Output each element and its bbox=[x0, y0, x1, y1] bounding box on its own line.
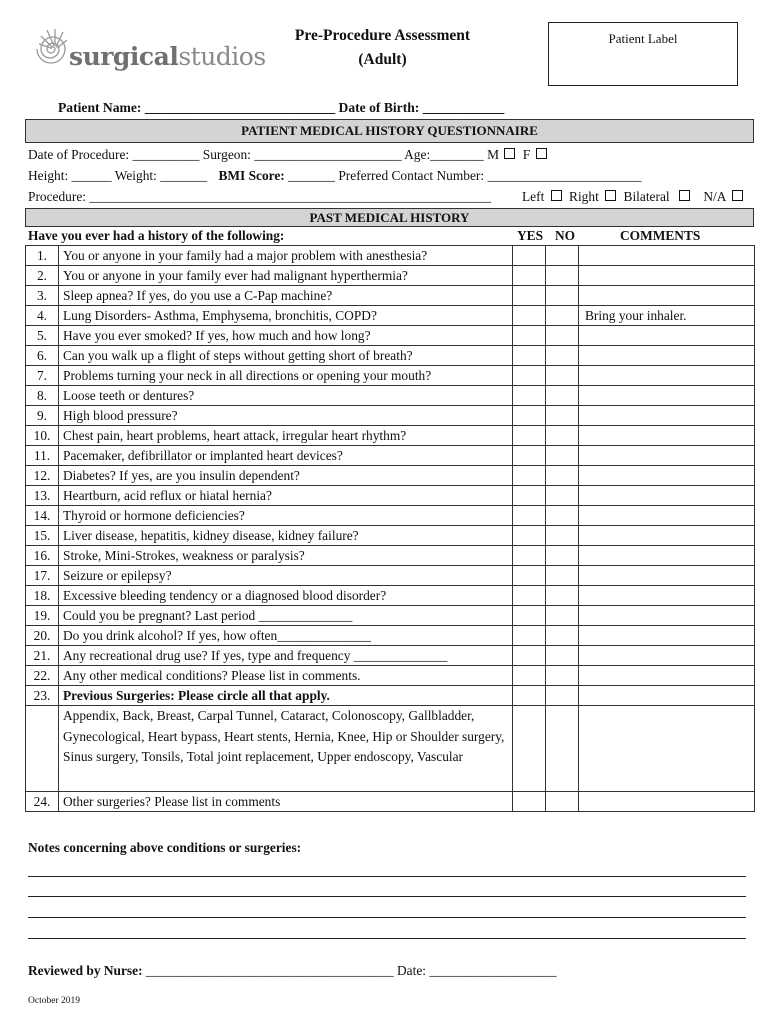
question-text: Sleep apnea? If yes, do you use a C-Pap machine? bbox=[59, 286, 513, 306]
left-label: Left bbox=[522, 189, 545, 204]
comment-cell[interactable] bbox=[579, 366, 755, 386]
question-text: Problems turning your neck in all directions or opening your mouth? bbox=[59, 366, 513, 386]
question-number: 10. bbox=[26, 426, 59, 446]
yes-answer-cell[interactable] bbox=[513, 606, 546, 626]
patient-name-dob-line[interactable]: Patient Name: ____________________________ Date of Birth: ____________ bbox=[58, 100, 505, 115]
question-number: 1. bbox=[26, 246, 59, 266]
no-answer-cell[interactable] bbox=[546, 506, 579, 526]
yes-answer-cell[interactable] bbox=[513, 686, 546, 706]
procedure-date-surgeon-age[interactable]: Date of Procedure: __________ Surgeon: ______________________ Age:________ M bbox=[28, 147, 499, 162]
procedure-info-line bbox=[28, 147, 547, 163]
surgical-studios-logo bbox=[35, 22, 266, 78]
question-text: Heartburn, acid reflux or hiatal hernia? bbox=[59, 486, 513, 506]
date-label: Date: bbox=[397, 963, 426, 978]
comment-cell[interactable] bbox=[579, 486, 755, 506]
yes-answer-cell[interactable] bbox=[513, 446, 546, 466]
question-number: 3. bbox=[26, 286, 59, 306]
notes-line-4[interactable] bbox=[28, 938, 746, 939]
question-text: You or anyone in your family had a major problem with anesthesia? bbox=[59, 246, 513, 266]
no-answer-cell[interactable] bbox=[546, 366, 579, 386]
comment-cell[interactable] bbox=[579, 646, 755, 666]
question-row bbox=[26, 486, 755, 506]
patient-label-box[interactable] bbox=[548, 22, 738, 86]
female-label: F bbox=[522, 147, 531, 162]
na-label: N/A bbox=[703, 189, 726, 204]
table-prompt: Have you ever had a history of the following: bbox=[28, 228, 285, 243]
yes-answer-cell[interactable] bbox=[513, 792, 546, 812]
comment-cell[interactable] bbox=[579, 586, 755, 606]
question-number: 23. bbox=[26, 686, 59, 706]
question-text: Excessive bleeding tendency or a diagnosed blood disorder? bbox=[59, 586, 513, 606]
female-checkbox[interactable] bbox=[536, 148, 547, 159]
yes-answer-cell[interactable] bbox=[513, 386, 546, 406]
no-answer-cell[interactable] bbox=[546, 666, 579, 686]
question-text: Liver disease, hepatitis, kidney disease, kidney failure? bbox=[59, 526, 513, 546]
question-text: You or anyone in your family ever had malignant hyperthermia? bbox=[59, 266, 513, 286]
question-row bbox=[26, 666, 755, 686]
comment-cell[interactable] bbox=[579, 792, 755, 812]
question-number: 16. bbox=[26, 546, 59, 566]
comment-cell[interactable] bbox=[579, 446, 755, 466]
comment-cell[interactable] bbox=[579, 686, 755, 706]
date-field[interactable]: ___________________ bbox=[429, 963, 557, 978]
question-row bbox=[26, 466, 755, 486]
comment-cell[interactable] bbox=[579, 526, 755, 546]
bilateral-checkbox[interactable] bbox=[679, 190, 690, 201]
yes-answer-cell[interactable] bbox=[513, 246, 546, 266]
yes-answer-cell[interactable] bbox=[513, 366, 546, 386]
past-medical-history-header: PAST MEDICAL HISTORY bbox=[25, 208, 754, 227]
question-row bbox=[26, 266, 755, 286]
yes-answer-cell[interactable] bbox=[513, 326, 546, 346]
no-answer-cell[interactable] bbox=[546, 266, 579, 286]
revision-date: October 2019 bbox=[28, 996, 80, 1006]
comment-cell[interactable] bbox=[579, 706, 755, 792]
yes-answer-cell[interactable] bbox=[513, 426, 546, 446]
right-checkbox[interactable] bbox=[605, 190, 616, 201]
question-number: 2. bbox=[26, 266, 59, 286]
question-number: 6. bbox=[26, 346, 59, 366]
question-row bbox=[26, 526, 755, 546]
yes-answer-cell[interactable] bbox=[513, 506, 546, 526]
male-checkbox[interactable] bbox=[504, 148, 515, 159]
question-number: 24. bbox=[26, 792, 59, 812]
question-row bbox=[26, 406, 755, 426]
comment-cell[interactable] bbox=[579, 626, 755, 646]
question-number: 9. bbox=[26, 406, 59, 426]
question-row bbox=[26, 586, 755, 606]
logo-text-bold: surgical bbox=[69, 42, 179, 71]
yes-answer-cell[interactable] bbox=[513, 566, 546, 586]
bilateral-label: Bilateral bbox=[623, 189, 670, 204]
yes-answer-cell[interactable] bbox=[513, 346, 546, 366]
question-text: High blood pressure? bbox=[59, 406, 513, 426]
question-text: Do you drink alcohol? If yes, how often______________ bbox=[59, 626, 513, 646]
question-row bbox=[26, 606, 755, 626]
right-label: Right bbox=[569, 189, 599, 204]
reviewed-by-label: Reviewed by Nurse: bbox=[28, 963, 143, 978]
comment-cell[interactable] bbox=[579, 386, 755, 406]
no-answer-cell[interactable] bbox=[546, 406, 579, 426]
question-number: 4. bbox=[26, 306, 59, 326]
comments-column-header: COMMENTS bbox=[620, 228, 701, 243]
no-answer-cell[interactable] bbox=[546, 686, 579, 706]
question-number: 13. bbox=[26, 486, 59, 506]
yes-answer-cell[interactable] bbox=[513, 646, 546, 666]
yes-answer-cell[interactable] bbox=[513, 306, 546, 326]
comment-cell[interactable] bbox=[579, 326, 755, 346]
no-answer-cell[interactable] bbox=[546, 466, 579, 486]
no-answer-cell[interactable] bbox=[546, 706, 579, 792]
bmi-label: BMI Score: bbox=[218, 168, 285, 183]
comment-cell[interactable] bbox=[579, 566, 755, 586]
no-answer-cell[interactable] bbox=[546, 246, 579, 266]
left-checkbox[interactable] bbox=[551, 190, 562, 201]
question-text: Chest pain, heart problems, heart attack, irregular heart rhythm? bbox=[59, 426, 513, 446]
question-number: 19. bbox=[26, 606, 59, 626]
no-answer-cell[interactable] bbox=[546, 386, 579, 406]
empty-number-cell bbox=[26, 706, 59, 792]
yes-answer-cell[interactable] bbox=[513, 546, 546, 566]
question-number: 20. bbox=[26, 626, 59, 646]
no-answer-cell[interactable] bbox=[546, 306, 579, 326]
question-row bbox=[26, 246, 755, 266]
yes-answer-cell[interactable] bbox=[513, 626, 546, 646]
comment-cell[interactable] bbox=[579, 606, 755, 626]
spiral-shell-icon bbox=[35, 24, 71, 74]
yes-answer-cell[interactable] bbox=[513, 706, 546, 792]
question-text: Could you be pregnant? Last period ______________ bbox=[59, 606, 513, 626]
form-title: Pre-Procedure Assessment bbox=[294, 27, 471, 44]
surgeries-list-row bbox=[26, 706, 755, 792]
procedure-line bbox=[28, 189, 491, 205]
question-text: Seizure or epilepsy? bbox=[59, 566, 513, 586]
patient-label-text: Patient Label bbox=[608, 31, 678, 46]
no-answer-cell[interactable] bbox=[546, 646, 579, 666]
na-checkbox[interactable] bbox=[732, 190, 743, 201]
yes-answer-cell[interactable] bbox=[513, 286, 546, 306]
questionnaire-header: PATIENT MEDICAL HISTORY QUESTIONNAIRE bbox=[25, 119, 754, 143]
no-answer-cell[interactable] bbox=[546, 526, 579, 546]
question-text: Previous Surgeries: Please circle all that apply. bbox=[59, 686, 513, 706]
question-number: 22. bbox=[26, 666, 59, 686]
question-text: Stroke, Mini-Strokes, weakness or paralysis? bbox=[59, 546, 513, 566]
question-row bbox=[26, 546, 755, 566]
question-row bbox=[26, 286, 755, 306]
question-row bbox=[26, 566, 755, 586]
height-weight-bmi-line bbox=[28, 168, 641, 184]
question-row bbox=[26, 446, 755, 466]
question-row bbox=[26, 506, 755, 526]
height-weight[interactable]: Height: ______ Weight: _______ bbox=[28, 168, 208, 183]
question-row bbox=[26, 426, 755, 446]
yes-answer-cell[interactable] bbox=[513, 466, 546, 486]
comment-cell[interactable] bbox=[579, 266, 755, 286]
comment-cell[interactable] bbox=[579, 466, 755, 486]
question-number: 14. bbox=[26, 506, 59, 526]
question-row bbox=[26, 346, 755, 366]
no-answer-cell[interactable] bbox=[546, 346, 579, 366]
no-answer-cell[interactable] bbox=[546, 286, 579, 306]
comment-cell[interactable] bbox=[579, 346, 755, 366]
question-text: Lung Disorders- Asthma, Emphysema, bronchitis, COPD? bbox=[59, 306, 513, 326]
question-number: 5. bbox=[26, 326, 59, 346]
comment-cell[interactable] bbox=[579, 426, 755, 446]
question-text: Pacemaker, defibrillator or implanted heart devices? bbox=[59, 446, 513, 466]
no-answer-cell[interactable] bbox=[546, 546, 579, 566]
question-row bbox=[26, 792, 755, 812]
medical-history-table bbox=[25, 245, 755, 812]
question-text: Can you walk up a flight of steps without getting short of breath? bbox=[59, 346, 513, 366]
notes-line-3[interactable] bbox=[28, 917, 746, 918]
question-text: Diabetes? If yes, are you insulin dependent? bbox=[59, 466, 513, 486]
question-number: 18. bbox=[26, 586, 59, 606]
notes-label: Notes concerning above conditions or surgeries: bbox=[28, 840, 302, 855]
question-row bbox=[26, 686, 755, 706]
form-subtitle: (Adult) bbox=[358, 51, 407, 68]
yes-answer-cell[interactable] bbox=[513, 486, 546, 506]
comment-cell[interactable]: Bring your inhaler. bbox=[579, 306, 755, 326]
laterality-options bbox=[522, 189, 743, 205]
surgeries-list[interactable]: Appendix, Back, Breast, Carpal Tunnel, Cataract, Colonoscopy, Gallbladder, Gynecological, Heart bypass, Heart stents, Hernia, Knee, Hip or Shoulder surgery, Sinus surgery, Tonsils, Total joint replacement, Upper endoscopy, Vascular bbox=[59, 706, 513, 792]
question-row bbox=[26, 306, 755, 326]
question-text: Other surgeries? Please list in comments bbox=[59, 792, 513, 812]
no-answer-cell[interactable] bbox=[546, 486, 579, 506]
comment-cell[interactable] bbox=[579, 506, 755, 526]
comment-cell[interactable] bbox=[579, 286, 755, 306]
notes-line-2[interactable] bbox=[28, 896, 746, 897]
yes-answer-cell[interactable] bbox=[513, 666, 546, 686]
question-number: 21. bbox=[26, 646, 59, 666]
question-text: Any other medical conditions? Please list in comments. bbox=[59, 666, 513, 686]
question-number: 15. bbox=[26, 526, 59, 546]
yes-column-header: YES bbox=[517, 228, 544, 243]
yes-answer-cell[interactable] bbox=[513, 526, 546, 546]
question-number: 8. bbox=[26, 386, 59, 406]
reviewed-by-field[interactable]: _____________________________________ bbox=[145, 963, 394, 978]
comment-cell[interactable] bbox=[579, 666, 755, 686]
yes-answer-cell[interactable] bbox=[513, 586, 546, 606]
question-number: 7. bbox=[26, 366, 59, 386]
notes-line-1[interactable] bbox=[28, 876, 746, 877]
no-answer-cell[interactable] bbox=[546, 446, 579, 466]
question-text: Thyroid or hormone deficiencies? bbox=[59, 506, 513, 526]
comment-cell[interactable] bbox=[579, 546, 755, 566]
no-column-header: NO bbox=[555, 228, 576, 243]
question-text: Loose teeth or dentures? bbox=[59, 386, 513, 406]
no-answer-cell[interactable] bbox=[546, 326, 579, 346]
reviewed-by-row bbox=[28, 963, 557, 979]
question-row bbox=[26, 646, 755, 666]
no-answer-cell[interactable] bbox=[546, 606, 579, 626]
question-row bbox=[26, 366, 755, 386]
question-text: Have you ever smoked? If yes, how much and how long? bbox=[59, 326, 513, 346]
no-answer-cell[interactable] bbox=[546, 566, 579, 586]
question-row bbox=[26, 386, 755, 406]
no-answer-cell[interactable] bbox=[546, 626, 579, 646]
logo-text-light: studios bbox=[178, 42, 266, 71]
question-number: 11. bbox=[26, 446, 59, 466]
comment-cell[interactable] bbox=[579, 406, 755, 426]
question-row bbox=[26, 626, 755, 646]
question-row bbox=[26, 326, 755, 346]
procedure-field[interactable]: Procedure: ____________________________________________________________ bbox=[28, 189, 492, 204]
comment-cell[interactable] bbox=[579, 246, 755, 266]
question-number: 12. bbox=[26, 466, 59, 486]
bmi-contact[interactable]: _______ Preferred Contact Number: _______________________ bbox=[288, 168, 642, 183]
question-number: 17. bbox=[26, 566, 59, 586]
yes-answer-cell[interactable] bbox=[513, 406, 546, 426]
no-answer-cell[interactable] bbox=[546, 792, 579, 812]
yes-answer-cell[interactable] bbox=[513, 266, 546, 286]
question-text: Any recreational drug use? If yes, type and frequency ______________ bbox=[59, 646, 513, 666]
no-answer-cell[interactable] bbox=[546, 426, 579, 446]
no-answer-cell[interactable] bbox=[546, 586, 579, 606]
